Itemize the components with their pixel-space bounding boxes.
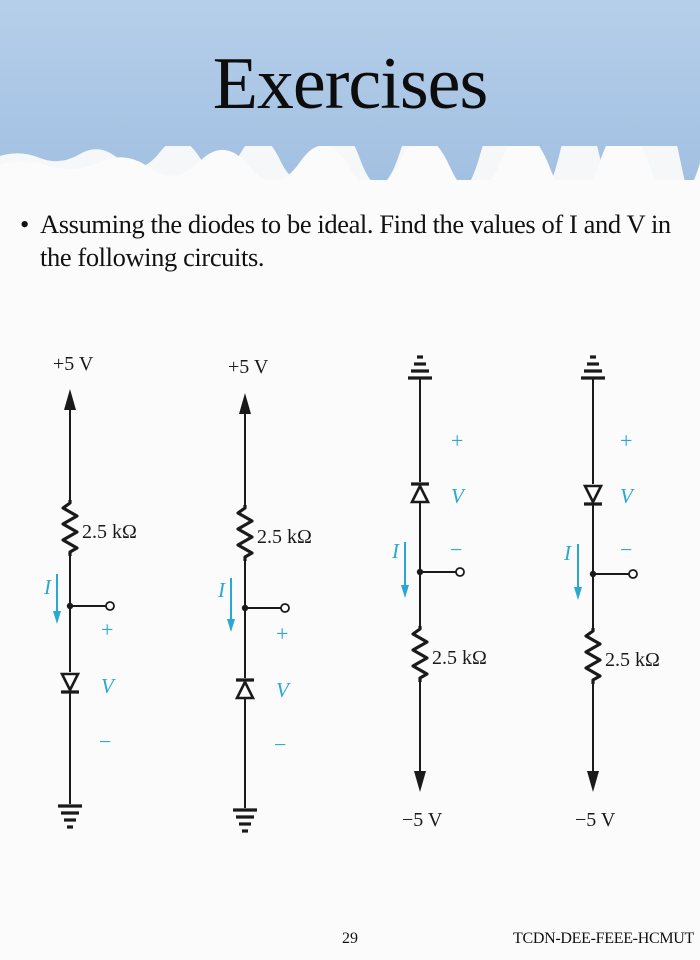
diode-a [61,674,79,692]
resistor-a [63,500,77,556]
plus-c: + [451,428,464,453]
ground-b [233,810,257,831]
minus-a: − [99,729,112,754]
resistor-label-d: 2.5 kΩ [605,649,660,671]
terminal-b [281,604,289,612]
plus-b: + [276,621,289,646]
diode-c [411,484,429,502]
supply-arrow-d [587,771,599,792]
circuit-d [563,357,660,831]
ground-c [408,357,432,378]
diode-b [236,680,254,698]
footer-label: TCDN-DEE-FEEE-HCMUT [513,930,694,947]
supply-arrow-b [239,393,251,414]
resistor-label-b: 2.5 kΩ [257,526,312,548]
voltage-label-a: V [101,674,114,698]
voltage-label-c: V [451,484,464,508]
current-label-d: I [564,541,571,565]
resistor-b [238,505,252,561]
ground-d [581,357,605,378]
minus-d: − [620,537,633,562]
supply-label-a: +5 V [53,353,94,375]
plus-a: + [101,617,114,642]
current-label-b: I [218,578,225,602]
terminal-d [629,570,637,578]
terminal-c [456,568,464,576]
supply-label-b: +5 V [228,356,269,378]
current-arrowhead-d [574,587,582,600]
resistor-d [586,628,600,684]
current-label-a: I [44,575,51,599]
terminal-a [106,602,114,610]
minus-c: − [450,537,463,562]
slide-title: Exercises [212,43,488,125]
diode-d [584,486,602,504]
ground-a [58,806,82,827]
circuit-a [43,353,137,827]
circuit-c [391,357,487,831]
supply-label-c: −5 V [402,809,443,831]
page-number: 29 [342,930,358,947]
resistor-c [413,626,427,682]
supply-arrow-c [414,771,426,792]
supply-arrow-a [64,389,76,410]
minus-b: − [274,732,287,757]
circuit-b [217,356,312,831]
resistor-label-a: 2.5 kΩ [82,521,137,543]
current-label-c: I [392,539,399,563]
voltage-label-d: V [620,484,633,508]
plus-d: + [620,428,633,453]
current-arrowhead-c [401,585,409,598]
resistor-label-c: 2.5 kΩ [432,647,487,669]
bullet-dot: • [20,209,29,239]
supply-label-d: −5 V [575,809,616,831]
bullet-text: Assuming the diodes to be ideal. Find the values of I and V in the following circuits. [40,209,671,272]
current-arrowhead-a [53,611,61,624]
current-arrowhead-b [227,619,235,632]
voltage-label-b: V [276,678,289,702]
